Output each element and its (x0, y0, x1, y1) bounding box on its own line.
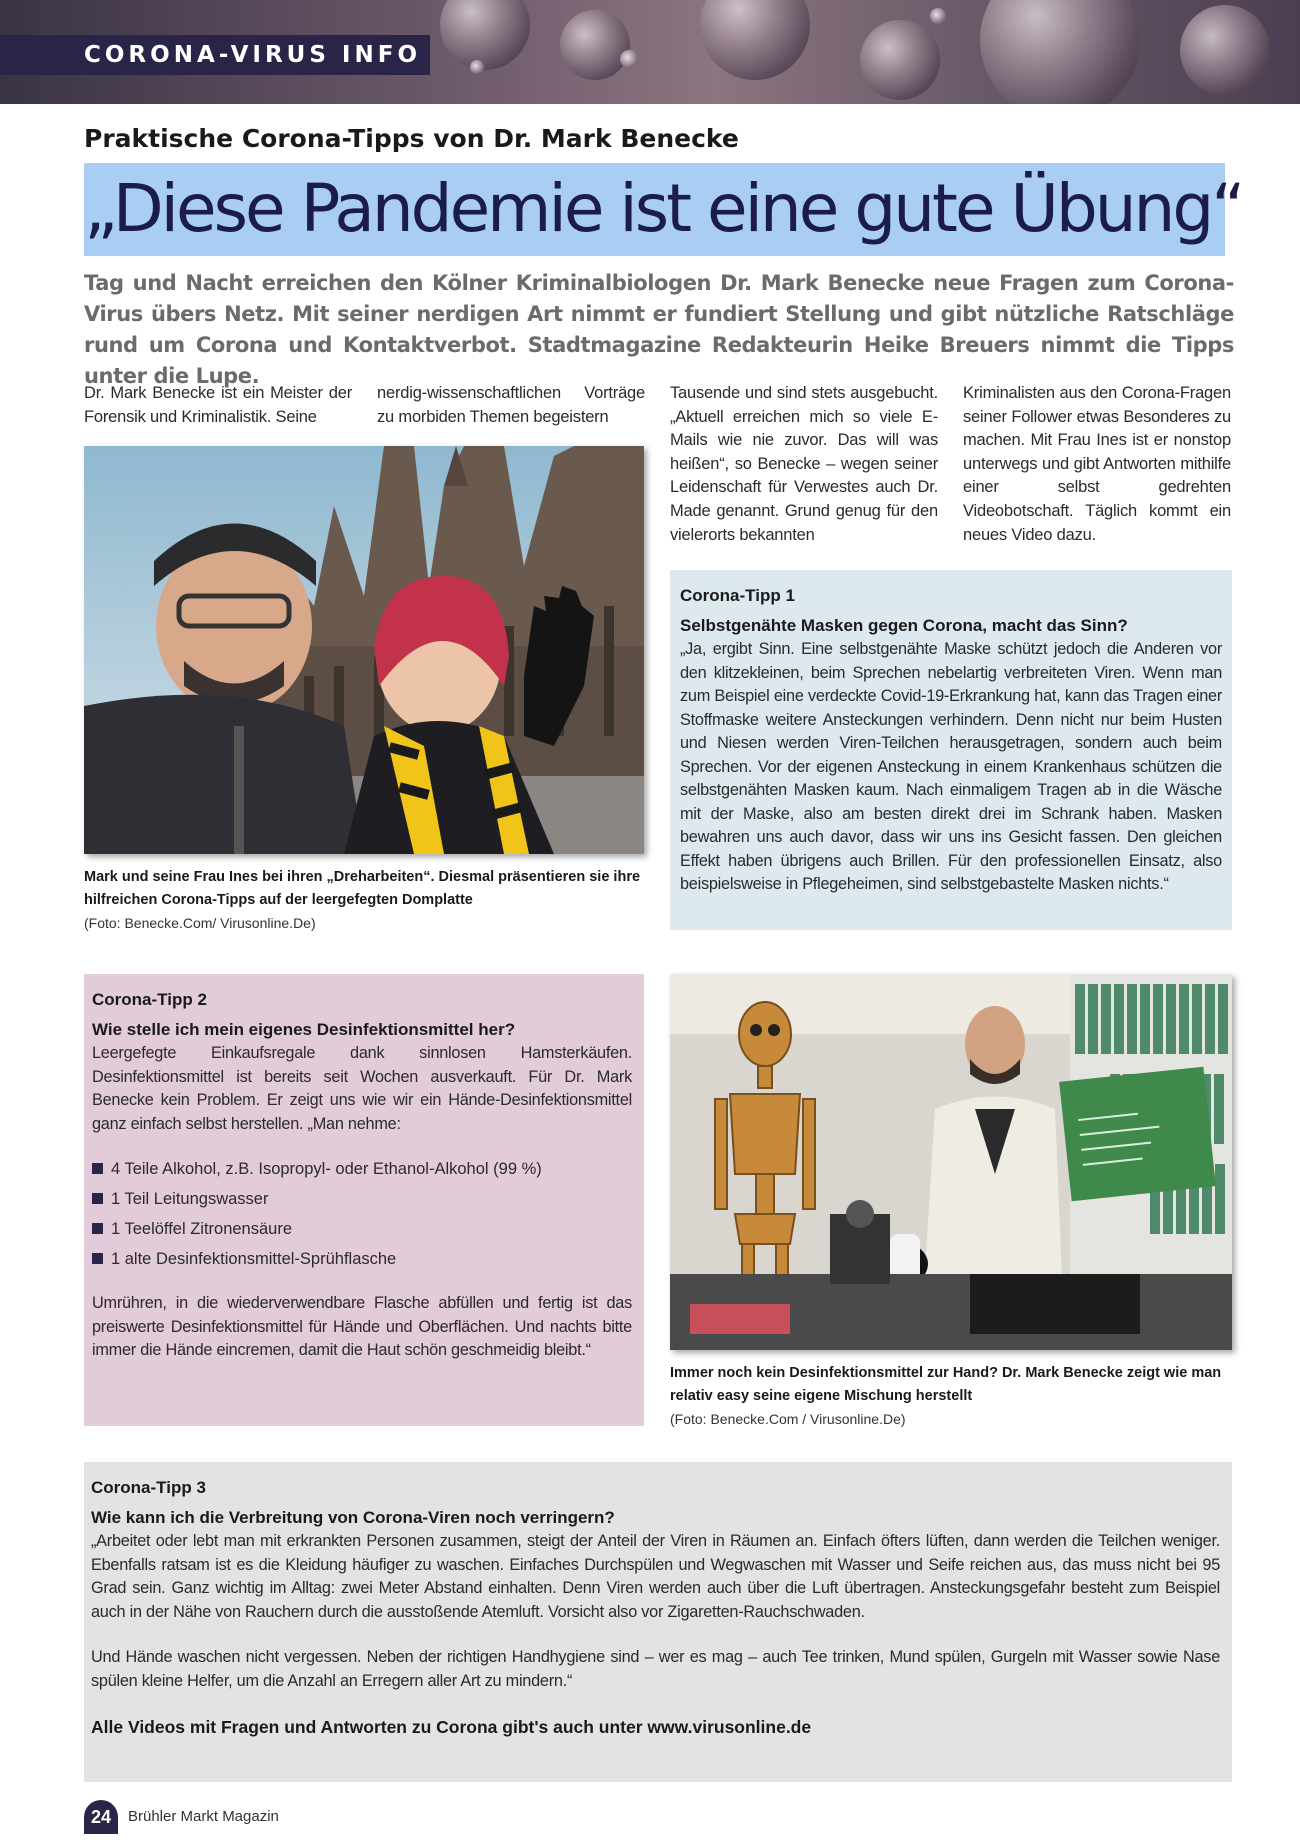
tip-number: Corona-Tipp 2 (92, 990, 207, 1009)
list-item: 4 Teile Alkohol, z.B. Isopropyl- oder Ethanol-Alkohol (99 %) (92, 1154, 632, 1184)
kicker: Praktische Corona-Tipps von Dr. Mark Benecke (84, 124, 739, 153)
photo-credit: (Foto: Benecke.Com / Virusonline.De) (670, 1411, 906, 1427)
page-number: 24 (84, 1800, 118, 1834)
list-item: 1 alte Desinfektionsmittel-Sprühflasche (92, 1244, 632, 1274)
caption-text: Mark und seine Frau Ines bei ihren „Dreharbeiten“. Diesmal präsentieren sie ihre hilfreichen Corona-Tipps auf der leergefegten Domplatte (84, 869, 641, 908)
article-column-3: Tausende und sind stets ausgebucht. „Aktuell erreichen mich so viele E-Mails wie nie zuvor. Das will was heißen“, so Benecke – wegen seiner Leidenschaft für Verwestes auch Dr. Made genannt. Grund genug für den vielerorts bekannten (670, 384, 938, 544)
tip-body: Und Hände waschen nicht vergessen. Neben der richtigen Handhygiene sind – wer es mag – auch Tee trinken, Mund spülen, Gurgeln mit Wasser sowie Nase spülen kleine Helfer, um die Anzahl an Erregern aller Art zu mindern.“ (91, 1648, 1220, 1690)
virus-image (440, 0, 530, 70)
virus-image (700, 0, 810, 80)
virus-spike (930, 8, 946, 24)
virus-image (860, 20, 940, 100)
caption-text: Immer noch kein Desinfektionsmittel zur Hand? Dr. Mark Benecke zeigt wie man relativ easy seine eigene Mischung herstellt (670, 1365, 1222, 1404)
bullet-square-icon (92, 1223, 103, 1234)
video-link-note: Alle Videos mit Fragen und Antworten zu Corona gibt's auch unter www.virusonline.de (91, 1717, 812, 1737)
tip-number: Corona-Tipp 1 (680, 586, 795, 605)
virus-spike (620, 50, 638, 68)
bullet-square-icon (92, 1193, 103, 1204)
article-column-1: Dr. Mark Benecke ist ein Meister der Forensik und Kriminalistik. Seine (84, 384, 352, 426)
article-column-2: nerdig-wissenschaftlichen Vorträge zu morbiden Themen begeistern (377, 384, 645, 426)
tip-body: „Arbeitet oder lebt man mit erkrankten Personen zusammen, steigt der Anteil der Viren in Räumen an. Einfach öfters lüften, dann werden die Teilchen weniger. Ebenfalls ratsam ist es die Kleidung häufiger zu waschen. Einfaches Durchspülen und Wegwaschen mit Wasser und Seife reichen aus, das muss nicht bei 95 Grad sein. Ganz wichtig im Alltag: zwei Meter Abstand einhalten. Denn Viren werden auch über die Luft übertragen. Ansteckungsgefahr besteht zum Beispiel auch in der Nähe von Rauchern durch die ausstoßende Atemluft. Vorsicht also vor Zigaretten-Rauchschwaden. (91, 1532, 1220, 1621)
photo-cathedral-selfie (84, 446, 644, 854)
tip-intro: Leergefegte Einkaufsregale dank sinnlosen Hamsterkäufen. Desinfektionsmittel ist bereits seit Wochen ausverkauft. Für Dr. Mark Benecke kein Problem. Er zeigt uns wie wir ein Hände-Desinfektionsmittel ganz einfach selbst herstellen. „Man nehme: (92, 1044, 632, 1133)
magazine-title: Brühler Markt Magazin (128, 1808, 279, 1825)
photo-credit: (Foto: Benecke.Com/ Virusonline.De) (84, 915, 316, 931)
photo-lab-skeleton (670, 974, 1232, 1350)
list-item: 1 Teil Leitungswasser (92, 1184, 632, 1214)
virus-spike (470, 60, 484, 74)
virus-image (560, 10, 630, 80)
tip-number: Corona-Tipp 3 (91, 1478, 206, 1497)
tip-question: Selbstgenähte Masken gegen Corona, macht das Sinn? (680, 616, 1128, 635)
photo-caption-1 (84, 866, 654, 935)
virus-image (980, 0, 1140, 104)
page-title: „Diese Pandemie ist eine gute Übung“ (84, 170, 1243, 247)
photo-illustration (84, 446, 644, 854)
bullet-square-icon (92, 1163, 103, 1174)
tip-question: Wie stelle ich mein eigenes Desinfektionsmittel her? (92, 1020, 516, 1039)
header-banner (0, 0, 1300, 104)
article-column-4: Kriminalisten aus den Corona-Fragen seiner Follower etwas Besonderes zu machen. Mit Frau Ines ist er nonstop unterwegs und gibt Antworten mithilfe einer selbst gedrehten Videobotschaft. Täglich kommt ein neues Video dazu. (963, 384, 1231, 544)
bullet-square-icon (92, 1253, 103, 1264)
tip-box-1 (670, 570, 1232, 930)
tip-box-2 (84, 974, 644, 1426)
list-item: 1 Teelöffel Zitronensäure (92, 1214, 632, 1244)
tip-body: „Ja, ergibt Sinn. Eine selbstgenähte Maske schützt jedoch die Anderen vor den klitzekleinen, beim Sprechen nebelartig verbreiteten Viren. Wenn man zum Beispiel eine verdeckte Covid-19-Erkrankung hat, kann das Tragen einer Stoffmaske weitere Ansteckungen verhindern. Denn nicht nur beim Husten und Niesen werden Viren-Teilchen herausgetragen, sondern auch beim Sprechen. Vor der eigenen Ansteckung in einem Krankenhaus schützen die selbstgenähten Masken kaum. Nach einmaligem Tragen ab in die Wäsche mit der Maske, also am besten direkt drei im Schrank haben. Masken bewahren uns auch davor, dass wir uns ins Gesicht fassen. Den gleichen Effekt haben übrigens auch Brillen. Für den professionellen Einsatz, also beispielsweise in Pflegeheimen, sind selbstgebastelte Masken nichts.“ (680, 640, 1222, 893)
photo-caption-2 (670, 1362, 1240, 1431)
tip-outro: Umrühren, in die wiederverwendbare Flasche abfüllen und fertig ist das preiswerte Desinfektionsmittel für Hände und Oberflächen. Und nachts bitte immer die Hände eincremen, damit die Haut schön geschmeidig bleibt.“ (92, 1294, 632, 1359)
section-label: CORONA-VIRUS INFO (0, 35, 430, 75)
photo-illustration (670, 974, 1232, 1350)
lead-paragraph: Tag und Nacht erreichen den Kölner Kriminalbiologen Dr. Mark Benecke neue Fragen zum Corona-Virus übers Netz. Mit seiner nerdigen Art nimmt er fundiert Stellung und gibt nützliche Ratschläge rund um Corona und Kontaktverbot. Stadtmagazine Redakteurin Heike Breuers nimmt die Tipps unter die Lupe. (84, 271, 1234, 388)
tip-question: Wie kann ich die Verbreitung von Corona-Viren noch verringern? (91, 1508, 615, 1527)
tip-box-3 (84, 1462, 1232, 1782)
ingredient-list (92, 1154, 632, 1274)
virus-image (1180, 5, 1270, 95)
